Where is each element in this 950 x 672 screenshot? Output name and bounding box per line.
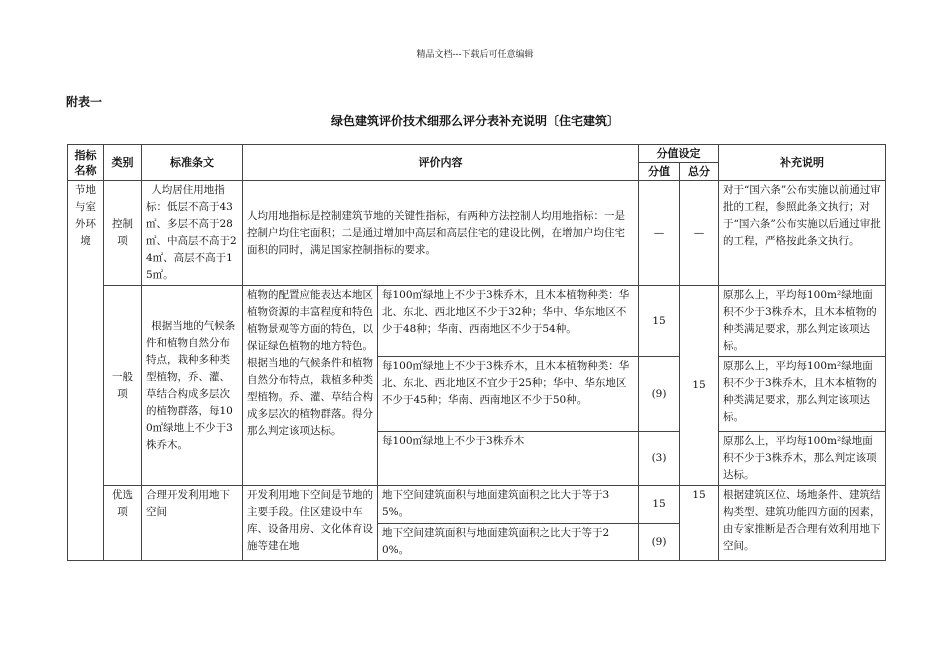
general-item-1-score: 15 xyxy=(639,286,680,357)
optional-item-1-detail: 地下空间建筑面积与地面建筑面积之比大于等于35%。 xyxy=(378,486,639,524)
general-row-1 xyxy=(68,286,886,357)
general-category: 一般项 xyxy=(104,286,142,486)
general-item-3-supplement: 原那么上，平均每100m²绿地面积不少于3株乔木，那么判定该项达标。 xyxy=(719,432,886,486)
general-item-3-detail: 每100㎡绿地上不少于3株乔木 xyxy=(378,432,639,486)
general-item-1-detail: 每100㎡绿地上不少于3株乔木，且木本植物种类：华北、东北、西北地区不少于32种；华中、华东地区不少于48种；华南、西南地区不少于54种。 xyxy=(378,286,639,357)
col-standard-header: 标准条文 xyxy=(142,145,243,181)
general-evaluation-main: 植物的配置应能表达本地区植物资源的丰富程度和特色植物景观等方面的特色，以保证绿色植物的地方特色。根据当地的气候条件和植物自然分布特点，栽植多种类型植物。乔、灌、草结合构成多层次的植物群落。得分那么判定该项达标。 xyxy=(243,286,378,486)
table-title: 绿色建筑评价技术细那么评分表补充说明〔住宅建筑〕 xyxy=(330,114,619,128)
optional-item-2-score: (9) xyxy=(639,524,680,561)
optional-supplement: 根据建筑区位、场地条件、建筑结构类型、建筑功能四方面的因素，由专家推断是否合理有效利用地下空间。 xyxy=(719,486,886,561)
control-evaluation: 人均用地指标是控制建筑节地的关键性指标，有两种方法控制人均用地指标：一是控制户均住宅面积；二是通过增加中高层和高层住宅的建设比例，在增加户均住宅面积的同时，满足国家控制指标的要求。 xyxy=(243,181,639,286)
general-item-3-score: (3) xyxy=(639,432,680,486)
general-item-2-detail: 每100㎡绿地上不少于3株乔木，且木本植物种类：华北、东北、西北地区不宜少于25种；华中、华东地区不少于45种；华南、西南地区不少于50种。 xyxy=(378,357,639,432)
scoring-table xyxy=(67,144,886,561)
page-header-note: 精品文档---下载后可任意编辑 xyxy=(416,50,534,60)
col-supplement-header: 补充说明 xyxy=(719,145,886,181)
general-standard: 根据当地的气候条件和植物自然分布特点，栽种多种类型植物，乔、灌、草结合构成多层次的植物群落，每100㎡绿地上不少于3株乔木。 xyxy=(142,286,243,486)
control-supplement: 对于“国六条”公布实施以前通过审批的工程，参照此条文执行；对于“国六条”公布实施以后通过审批的工程，严格按此条文执行。 xyxy=(719,181,886,286)
col-category-header: 类别 xyxy=(104,145,142,181)
control-score: — xyxy=(639,181,680,286)
optional-item-2-detail: 地下空间建筑面积与地面建筑面积之比大于等于20%。 xyxy=(378,524,639,561)
optional-category: 优选项 xyxy=(104,486,142,561)
control-row xyxy=(68,181,886,286)
control-category: 控制项 xyxy=(104,181,142,286)
header-row-1 xyxy=(68,145,886,163)
general-item-1-supplement: 原那么上，平均每100m²绿地面积不少于3株乔木，且木本植物的种类满足要求，那么判定该项达标。 xyxy=(719,286,886,357)
col-score-header: 分值 xyxy=(639,163,680,181)
optional-total: 15 xyxy=(680,486,719,561)
optional-item-1-score: 15 xyxy=(639,486,680,524)
optional-standard: 合理开发利用地下空间 xyxy=(142,486,243,561)
optional-evaluation-main: 开发利用地下空间是节地的主要手段。住区建设中车库、设备用房、文化体育设施等建在地 xyxy=(243,486,378,561)
col-score-setting-header: 分值设定 xyxy=(639,145,719,163)
indicator-name-cell: 节地与室外环境 xyxy=(68,181,104,561)
general-item-2-score: (9) xyxy=(639,357,680,432)
col-total-header: 总分 xyxy=(680,163,719,181)
control-standard: 人均居住用地指标：低层不高于43㎡、多层不高于28㎡、中高层不高于24㎡、高层不高于15㎡。 xyxy=(142,181,243,286)
optional-row-1 xyxy=(68,486,886,524)
general-total: 15 xyxy=(680,286,719,486)
col-indicator-header: 指标名称 xyxy=(68,145,104,181)
general-item-2-supplement: 原那么上，平均每100m²绿地面积不少于3株乔木，且木本植物的种类满足要求，那么判定该项达标。 xyxy=(719,357,886,432)
control-total: — xyxy=(680,181,719,286)
attachment-label: 附表一 xyxy=(66,95,103,109)
col-evaluation-header: 评价内容 xyxy=(243,145,639,181)
